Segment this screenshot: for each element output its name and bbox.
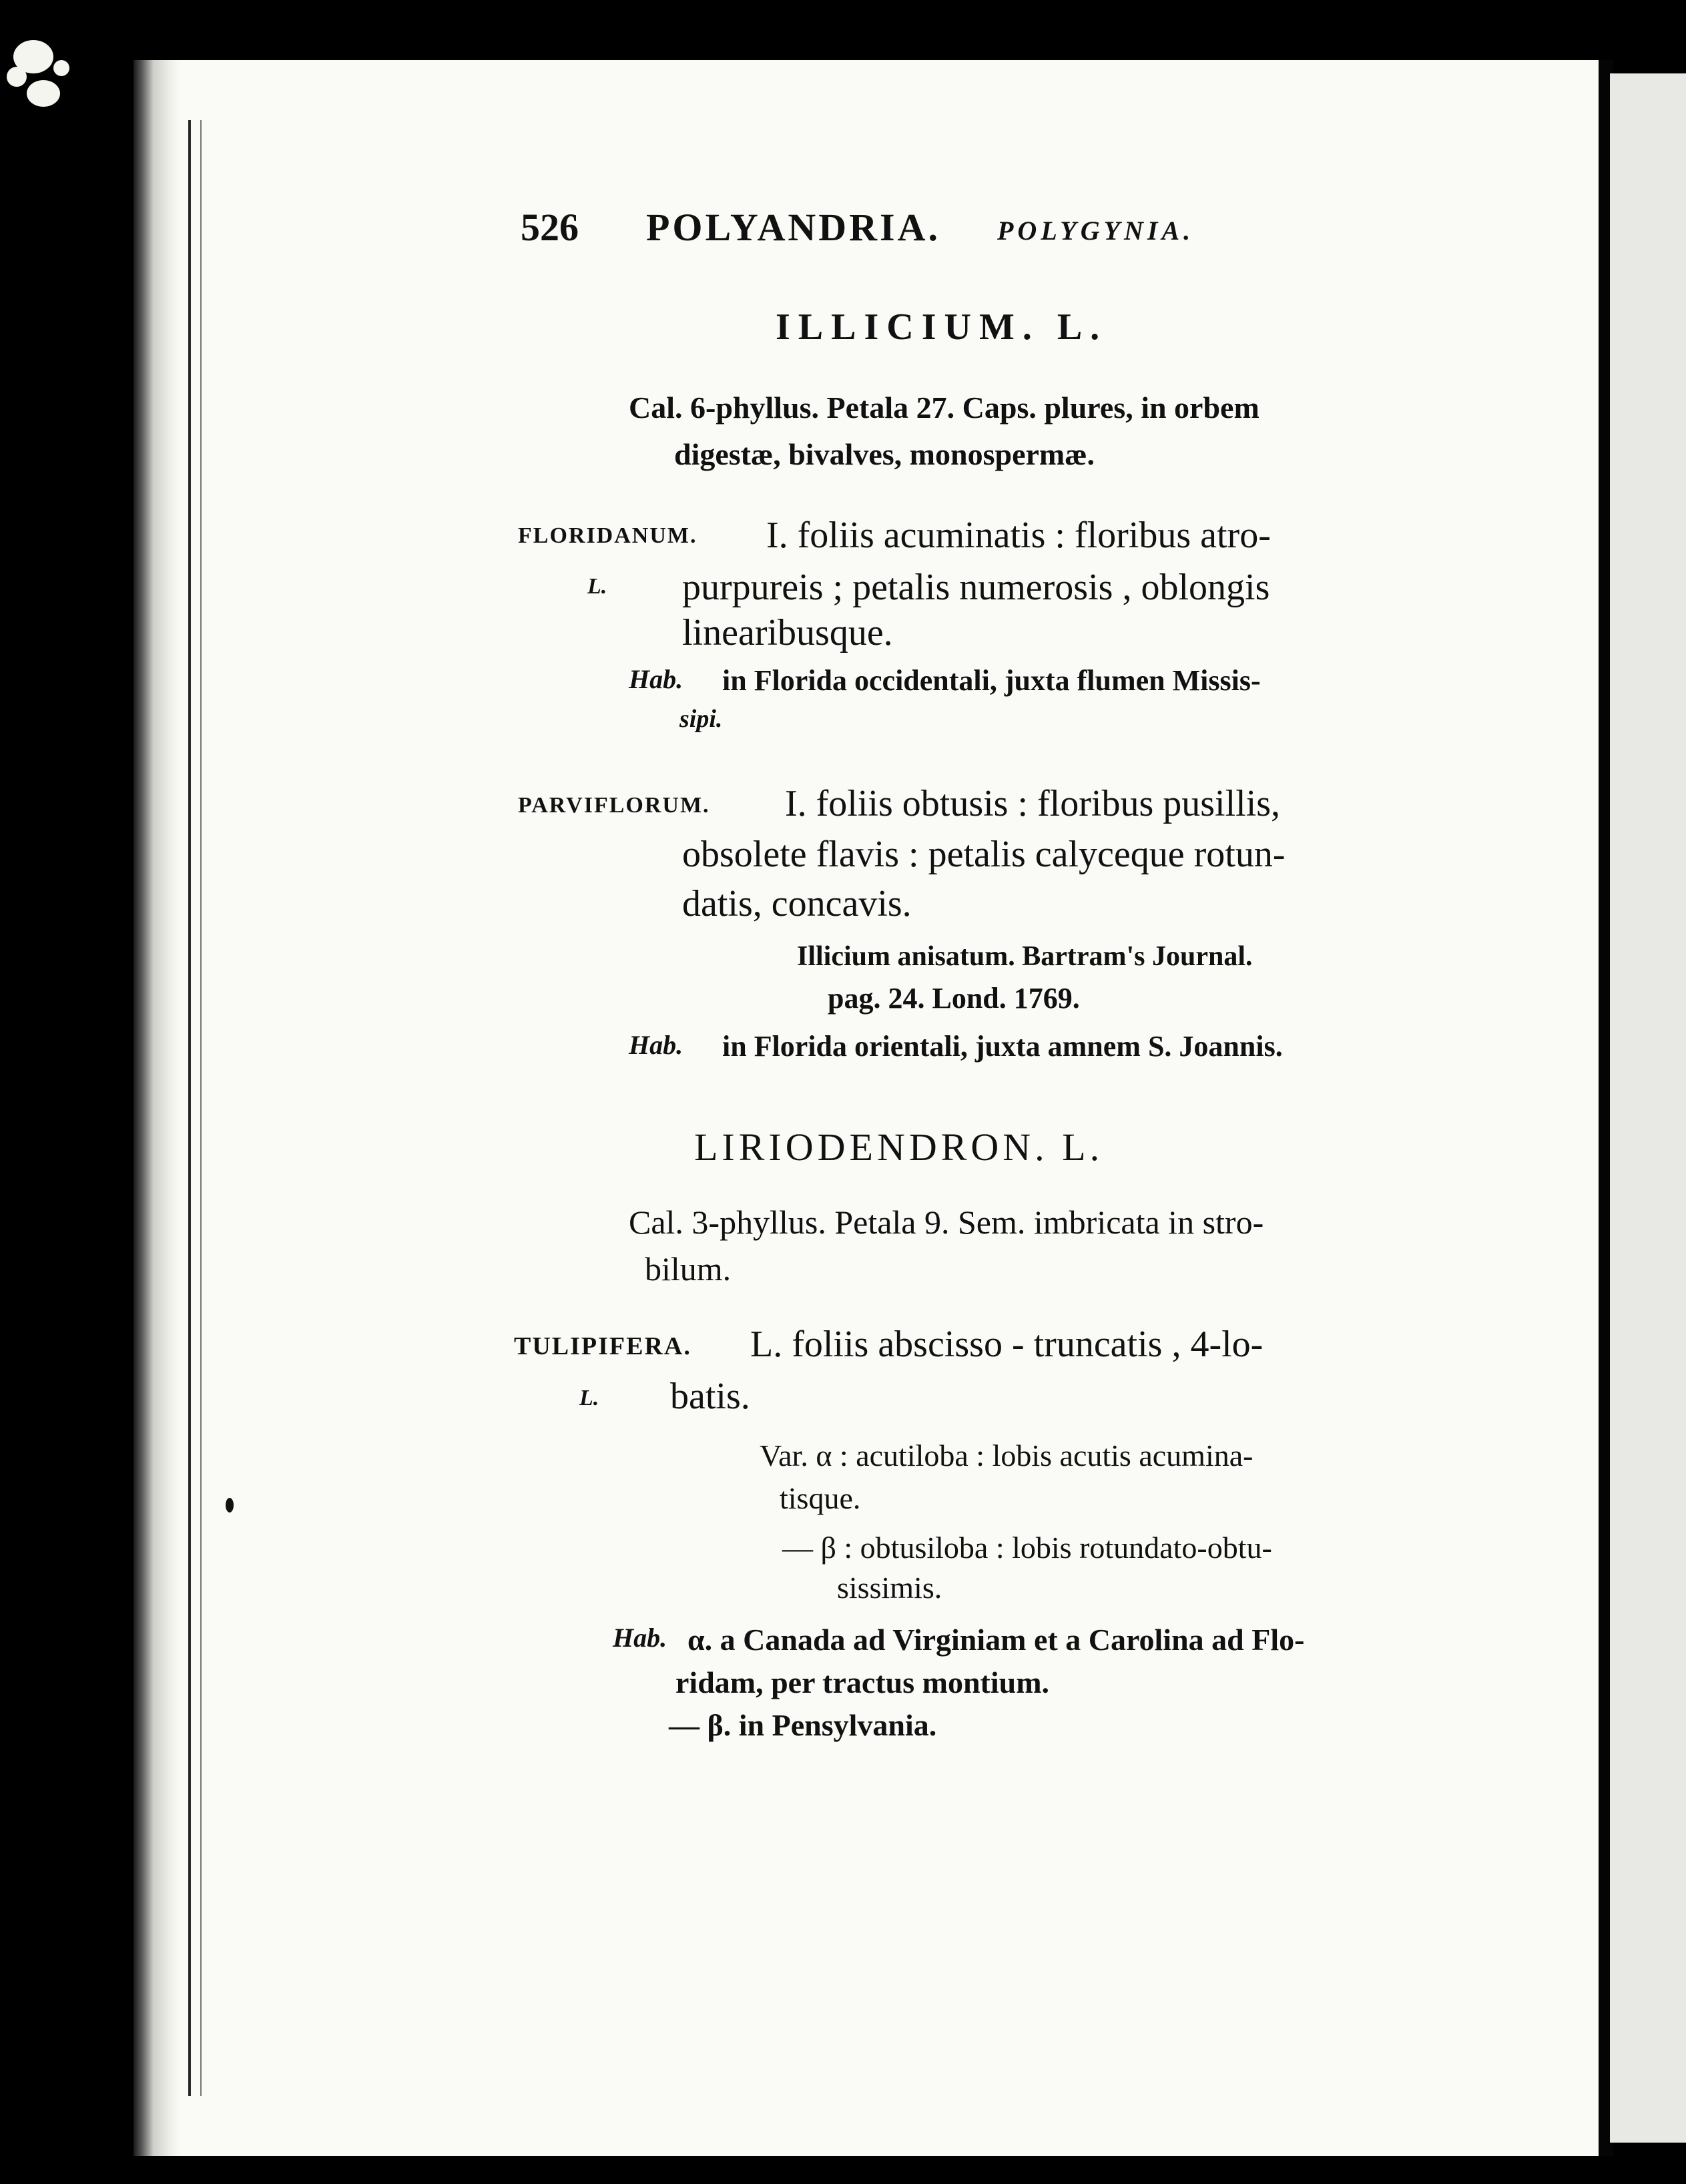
tulipifera-variety-line: sissimis. — [837, 1571, 942, 1605]
floridanum-description-line: I. foliis acuminatis : floribus atro- — [766, 515, 1271, 556]
floridanum-description-line: purpureis ; petalis numerosis , oblongis — [682, 567, 1270, 608]
tulipifera-habitat-line: — β. in Pensylvania. — [669, 1708, 937, 1742]
illicium-character-line: digestæ, bivalves, monospermæ. — [674, 437, 1095, 471]
genus-heading-liriodendron: LIRIODENDRON. L. — [694, 1125, 1104, 1169]
scan-noise — [7, 67, 27, 87]
hab-label: Hab. — [629, 1030, 683, 1060]
tulipifera-habitat-line: ridam, per tractus montium. — [675, 1665, 1050, 1699]
hab-label: Hab. — [629, 664, 683, 694]
floridanum-habitat-line: in Florida occidentali, juxta flumen Missis- — [722, 664, 1261, 697]
species-name-floridanum: FLORIDANUM. — [518, 523, 697, 548]
species-name-tulipifera: TULIPIFERA. — [514, 1332, 691, 1360]
running-head-subtitle: POLYGYNIA. — [997, 216, 1195, 246]
book-page — [133, 60, 1609, 2156]
spine-edge-line — [200, 120, 202, 2096]
species-authority: L. — [587, 574, 607, 599]
parviflorum-synonym-line: Illicium anisatum. Bartram's Journal. — [797, 941, 1253, 972]
genus-heading-illicium: ILLICIUM. L. — [776, 306, 1108, 348]
liriodendron-character-line: bilum. — [645, 1250, 732, 1288]
tulipifera-description-line: batis. — [670, 1376, 750, 1417]
floridanum-description-line: linearibusque. — [682, 612, 893, 653]
species-name-parviflorum: PARVIFLORUM. — [518, 793, 710, 818]
parviflorum-description-line: obsolete flavis : petalis calyceque rotun- — [682, 834, 1286, 875]
scan-noise — [27, 80, 60, 107]
page-number: 526 — [521, 206, 579, 249]
species-authority: L. — [579, 1386, 599, 1410]
page-spine-shadow — [133, 60, 180, 2156]
margin-ink-mark — [226, 1498, 234, 1513]
hab-label: Hab. — [613, 1623, 667, 1653]
parviflorum-habitat-line: in Florida orientali, juxta amnem S. Joannis. — [722, 1030, 1283, 1063]
tulipifera-description-line: L. foliis abscisso - truncatis , 4-lo- — [750, 1324, 1263, 1365]
tulipifera-variety-line: tisque. — [780, 1481, 861, 1515]
spine-edge-line — [188, 120, 191, 2096]
floridanum-habitat-line: sipi. — [679, 705, 723, 733]
running-head-title: POLYANDRIA. — [646, 206, 940, 249]
liriodendron-character-line: Cal. 3-phyllus. Petala 9. Sem. imbricata in stro- — [629, 1203, 1264, 1241]
parviflorum-synonym-line: pag. 24. Lond. 1769. — [828, 982, 1080, 1015]
facing-page-edge — [1610, 73, 1686, 2143]
illicium-character-line: Cal. 6-phyllus. Petala 27. Caps. plures, in orbem — [629, 390, 1259, 425]
tulipifera-variety-line: Var. α : acutiloba : lobis acutis acumina- — [760, 1438, 1253, 1472]
tulipifera-habitat-line: α. a Canada ad Virginiam et a Carolina ad Flo- — [687, 1623, 1305, 1657]
parviflorum-description-line: I. foliis obtusis : floribus pusillis, — [785, 783, 1281, 824]
tulipifera-variety-line: — β : obtusiloba : lobis rotundato-obtu- — [782, 1531, 1272, 1565]
scan-noise — [53, 60, 69, 76]
parviflorum-description-line: datis, concavis. — [682, 883, 912, 924]
